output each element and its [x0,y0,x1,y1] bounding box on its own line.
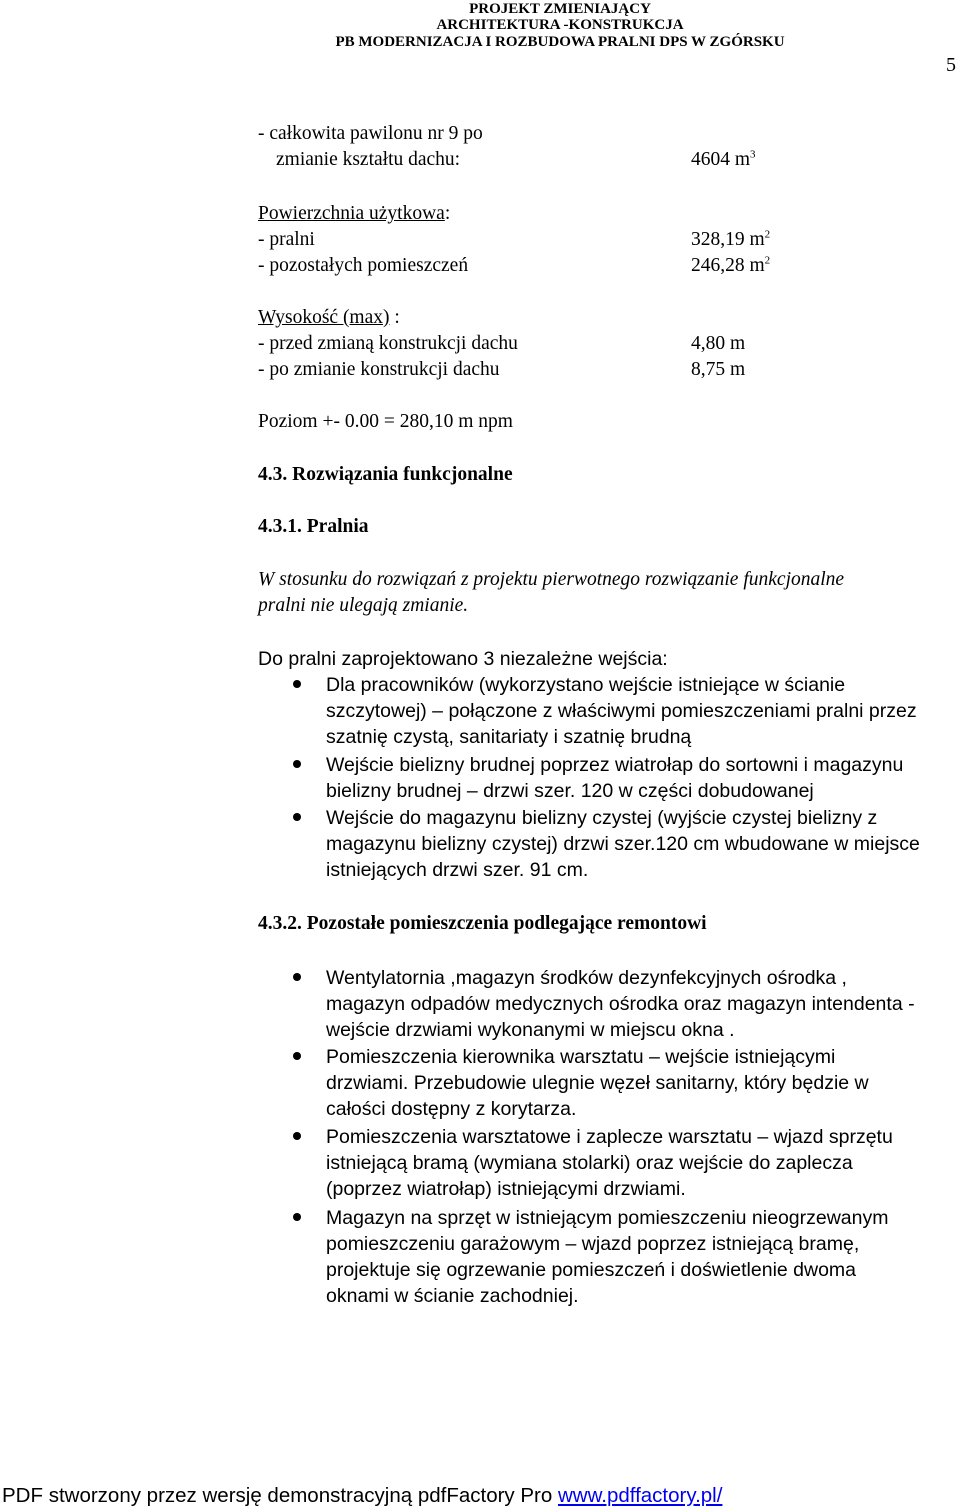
usable-area-other-value: 246,28 $m^2$ [691,254,771,276]
section-heading-4-3-1: 4.3.1. Pralnia [258,516,369,537]
bullet-icon [293,1213,301,1221]
list-item-text: Wejście do magazynu bielizny czystej (wyjście czystej bielizny z magazynu bielizny czystej) drzwi szer.120 cm wbudowane w miejsce istniejących drzwi szer. 91 cm. [326,807,920,881]
header-line-3: PB MODERNIZACJA I ROZBUDOWA PRALNI DPS W ZGÓRSKU [335,34,785,50]
italic-paragraph-line-2: pralni nie ulegają zmianie. [258,595,469,616]
list-item-text: Pomieszczenia warsztatowe i zaplecze warsztatu – wjazd sprzętu istniejącą bramą (wymiana stolarki) oraz wejście do zaplecza (poprzez wiatrołap) istniejącymi drzwiami. [326,1126,893,1200]
section-heading-4-3-2: 4.3.2. Pozostałe pomieszczenia podlegające remontowi [258,913,707,934]
cubature-label-2: zmianie kształtu dachu: [276,149,461,170]
header-line-1: PROJEKT ZMIENIAJĄCY [469,1,651,17]
list-item-text: Dla pracowników (wykorzystano wejście istniejące w ścianie szczytowej) – połączone z właściwymi pomieszczeniami pralni przez szatnię czystą, sanitariaty i szatnię brudną [326,674,917,748]
italic-paragraph-line-1: W stosunku do rozwiązań z projektu pierwotnego rozwiązanie funkcjonalne [258,569,845,590]
cubature-value: 4604 $m^3$ [691,148,756,170]
list-item-text: Pomieszczenia kierownika warsztatu – wejście istniejącymi drzwiami. Przebudowie ulegnie węzeł sanitarny, który będzie w całości dostępny z korytarza. [326,1046,869,1120]
bullet-icon [293,813,301,821]
footer-notice: PDF stworzony przez wersję demonstracyjną pdfFactory Pro www.pdffactory.pl/ [2,1484,723,1507]
usable-area-other-label: - pozostałych pomieszczeń [258,255,469,276]
bullet-icon [293,680,301,688]
bullet-icon [293,1132,301,1140]
list-item-text: Wejście bielizny brudnej poprzez wiatrołap do sortowni i magazynu bielizny brudnej – drzwi szer. 120 w części dobudowanej [326,754,904,802]
list-item-text: Magazyn na sprzęt w istniejącym pomieszczeniu nieogrzewanym pomieszczeniu garażowym – wjazd poprzez istniejącą bramę, projektuje się ogrzewanie pomieszczeń i doświetlenie dwoma oknami w ścianie zachodniej. [326,1207,889,1307]
height-before-label: - przed zmianą konstrukcji dachu [258,333,518,354]
bullet-icon [293,760,301,768]
entrances-intro: Do pralni zaprojektowano 3 niezależne wejścia: [258,648,668,670]
usable-area-laundry-label: - pralni [258,229,315,250]
bullet-icon [293,973,301,981]
bullet-icon [293,1052,301,1060]
usable-area-laundry-value: 328,19 $m^2$ [691,228,771,250]
section-heading-4-3: 4.3. Rozwiązania funkcjonalne [258,464,513,485]
header-line-2: ARCHITEKTURA -KONSTRUKCJA [436,17,684,33]
cubature-label-1: - całkowita pawilonu nr 9 po [258,123,483,144]
usable-area-heading: Powierzchnia użytkowa: [258,203,451,224]
height-after-value: 8,75 m [691,359,746,380]
list-item-text: Wentylatornia ,magazyn środków dezynfekcyjnych ośrodka , magazyn odpadów medycznych ośrodka oraz magazyn intendenta - wejście drzwiami wykonanymi w miejscu okna . [326,967,915,1041]
footer-link[interactable]: www.pdffactory.pl/ [557,1484,723,1507]
height-before-value: 4,80 m [691,333,746,354]
height-after-label: - po zmianie konstrukcji dachu [258,359,500,380]
page-number: 5 [946,54,956,76]
height-heading: Wysokość (max) : [258,307,400,328]
level-text: Poziom +- 0.00 = 280,10 m npm [258,411,513,432]
